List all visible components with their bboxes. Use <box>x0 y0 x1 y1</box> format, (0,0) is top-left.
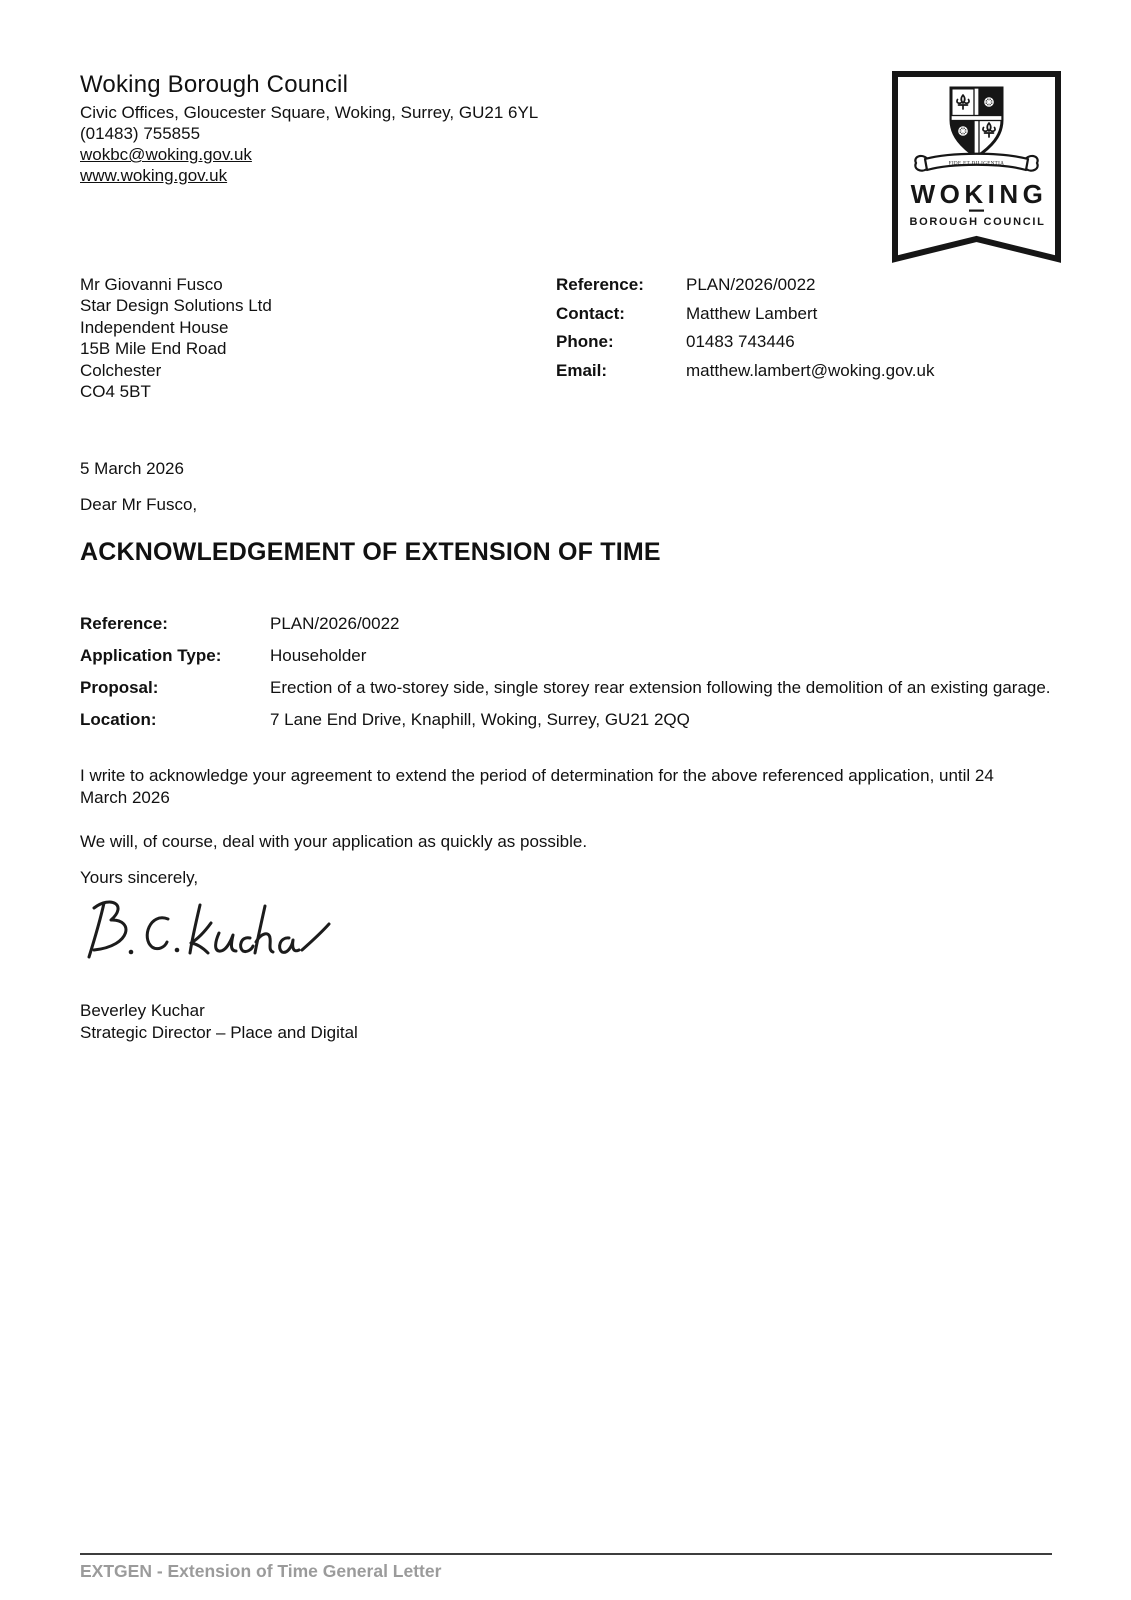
recipient-line: 15B Mile End Road <box>80 339 227 359</box>
contact-label: Contact: <box>556 303 625 323</box>
details-location-label: Location: <box>80 710 157 730</box>
recipient-line: Mr Giovanni Fusco <box>80 275 223 294</box>
contact-value: Matthew Lambert <box>686 303 818 323</box>
details-application-type-value: Householder <box>270 646 367 666</box>
application-details <box>80 613 1052 731</box>
recipient-line: CO4 5BT <box>80 382 151 402</box>
org-website-link[interactable]: www.woking.gov.uk <box>80 166 228 185</box>
signatory-job-title: Strategic Director – Place and Digital <box>80 1022 358 1042</box>
body-paragraph-2: We will, of course, deal with your application as quickly as possible. <box>80 832 588 852</box>
council-logo-graphic <box>891 70 1062 263</box>
org-phone: (01483) 755855 <box>80 124 201 143</box>
letter-title: ACKNOWLEDGEMENT OF EXTENSION OF TIME <box>80 538 661 567</box>
body-paragraph-1: I write to acknowledge your agreement to extend the period of determination for the above referenced application, until 24 March 2026 <box>80 766 994 808</box>
details-proposal-value: Erection of a two-storey side, single storey rear extension following the demolition of an existing garage. <box>270 678 1051 698</box>
email-label: Email: <box>556 360 608 380</box>
rose-icon <box>959 127 968 136</box>
logo-motto: FIDE ET DILIGENTIA <box>948 161 1005 167</box>
details-location-value: 7 Lane End Drive, Knaphill, Woking, Surrey, GU21 2QQ <box>270 710 690 730</box>
details-reference-value: PLAN/2026/0022 <box>270 614 400 634</box>
email-value: matthew.lambert@woking.gov.uk <box>686 360 935 380</box>
council-logo <box>891 70 1062 263</box>
logo-wordmark: WOKING <box>910 179 1048 209</box>
signatory <box>80 1000 1052 1043</box>
phone-value: 01483 743446 <box>686 332 795 351</box>
details-reference-label: Reference: <box>80 614 168 634</box>
rose-icon <box>985 98 994 107</box>
details-application-type-label: Application Type: <box>80 646 222 666</box>
logo-subtitle: BOROUGH COUNCIL <box>909 216 1046 228</box>
signature-image <box>80 894 332 972</box>
logo-divider <box>969 210 984 212</box>
details-proposal-label: Proposal: <box>80 678 159 698</box>
closing: Yours sincerely, <box>80 868 199 888</box>
org-address: Civic Offices, Gloucester Square, Woking, Surrey, GU21 6YL <box>80 103 539 122</box>
phone-label: Phone: <box>556 332 614 351</box>
org-email-link[interactable]: wokbc@woking.gov.uk <box>80 145 252 164</box>
letter-date: 5 March 2026 <box>80 459 184 479</box>
footer-template-reference: EXTGEN - Extension of Time General Letter <box>80 1553 1052 1582</box>
recipient-address <box>80 274 272 402</box>
recipient-line: Star Design Solutions Ltd <box>80 296 272 316</box>
signatory-name: Beverley Kuchar <box>80 1001 205 1021</box>
reference-block <box>556 274 1052 402</box>
recipient-line: Independent House <box>80 317 229 337</box>
reference-value: PLAN/2026/0022 <box>686 275 816 294</box>
recipient-line: Colchester <box>80 360 162 380</box>
reference-label: Reference: <box>556 275 644 294</box>
salutation: Dear Mr Fusco, <box>80 495 198 515</box>
org-name: Woking Borough Council <box>80 71 349 98</box>
